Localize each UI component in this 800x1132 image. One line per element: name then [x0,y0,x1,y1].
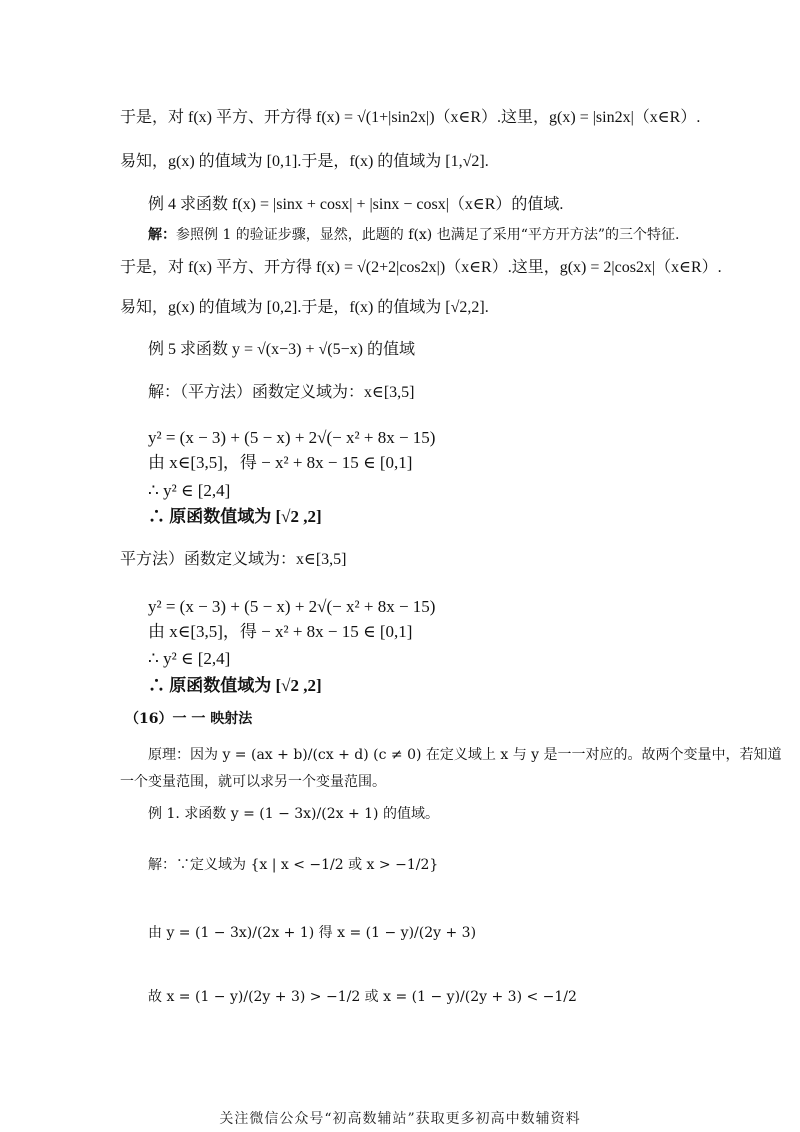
equation-range-step: 由 x∈[3,5]，得 − x² + 8x − 15 ∈ [0,1] [148,453,413,472]
principle-line: 原理：因为 y = (ax + b)/(cx + d) (c ≠ 0) 在定义域上 x 与 y 是一一对应的。故两个变量中，若知道 [148,747,782,763]
equation-final-range-2: ∴ 原函数值域为 [√2 ,2] [148,676,322,695]
example-1-title: 例 1. 求函数 y = (1 − 3x)/(2x + 1) 的值域。 [148,806,439,822]
text-line-5: 于是，对 f(x) 平方、开方得 f(x) = √(2+2|cos2x|)（x∈R）.这里，g(x) = 2|cos2x|（x∈R）. [120,259,722,276]
text-line-2: 易知，g(x) 的值域为 [0,1].于是，f(x) 的值域为 [1,√2]. [120,153,489,170]
footer-note: 关注微信公众号“初高数辅站”获取更多初高中数辅资料 [219,1111,581,1127]
principle-line-2: 一个变量范围，就可以求另一个变量范围。 [120,774,386,790]
example-5-title: 例 5 求函数 y = √(x−3) + √(5−x) 的值域 [148,341,415,358]
example-1-conclusion: 故 x = (1 − y)/(2y + 3) > −1/2 或 x = (1 − y)/(2y + 3) < −1/2 [148,989,577,1005]
example-1-domain: 解：∵定义域为 {x | x < −1/2 或 x > −1/2} [148,857,439,873]
example-5-domain: 解：（平方法）函数定义域为：x∈[3,5] [148,384,415,401]
equation-y-squared-2: y² = (x − 3) + (5 − x) + 2√(− x² + 8x − 15) [148,597,436,616]
equation-range-step-2: 由 x∈[3,5]，得 − x² + 8x − 15 ∈ [0,1] [148,622,413,641]
equation-y-squared-range-2: ∴ y² ∈ [2,4] [148,649,231,668]
example-1-inverse: 由 y = (1 − 3x)/(2x + 1) 得 x = (1 − y)/(2y + 3) [148,925,477,941]
example-4-solution: 解：参照例 1 的验证步骤，显然，此题的 f(x) 也满足了采用“平方开方法”的三个特征. [148,227,680,243]
equation-y-squared: y² = (x − 3) + (5 − x) + 2√(− x² + 8x − 15) [148,428,436,447]
example-4-title: 例 4 求函数 f(x) = |sinx + cosx| + |sinx − cosx|（x∈R）的值域. [148,196,564,213]
equation-y-squared-range: ∴ y² ∈ [2,4] [148,481,231,500]
text-line-1: 于是，对 f(x) 平方、开方得 f(x) = √(1+|sin2x|)（x∈R）.这里，g(x) = |sin2x|（x∈R）. [120,109,701,126]
section-16-heading: （16）一 一 映射法 [125,711,253,727]
repeat-domain: 平方法）函数定义域为：x∈[3,5] [120,551,347,568]
equation-final-range: ∴ 原函数值域为 [√2 ,2] [148,507,322,526]
text-line-6: 易知，g(x) 的值域为 [0,2].于是，f(x) 的值域为 [√2,2]. [120,299,489,316]
